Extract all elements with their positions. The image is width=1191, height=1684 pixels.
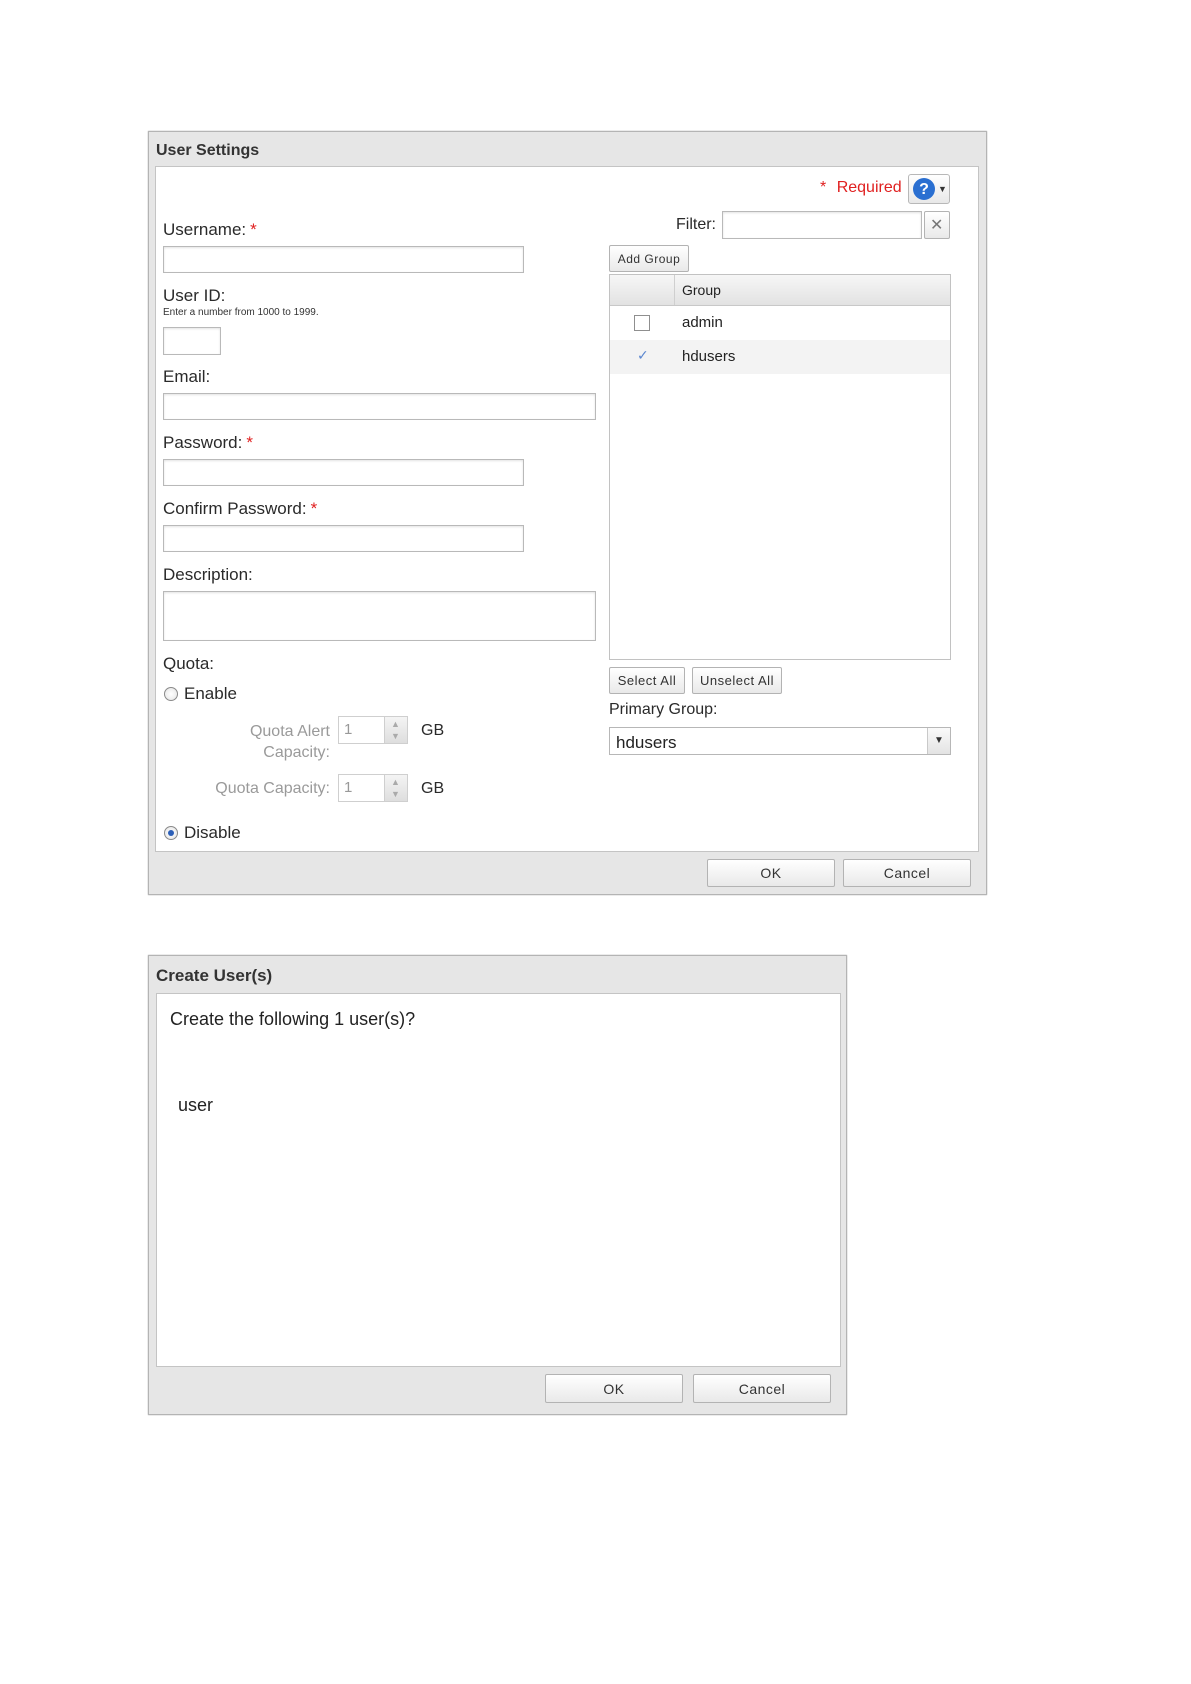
quota-capacity-stepper[interactable] <box>338 774 408 802</box>
create-users-dialog <box>148 955 847 1415</box>
quota-disable-radio[interactable] <box>164 826 178 840</box>
close-icon: ✕ <box>930 217 944 234</box>
description-label: Description: <box>163 565 253 584</box>
chevron-down-icon: ▼ <box>934 735 944 746</box>
ok-button[interactable]: OK <box>707 859 835 887</box>
group-table <box>609 274 951 660</box>
primary-group-value: hdusers <box>616 733 677 752</box>
chevron-up-icon: ▲ <box>391 719 400 729</box>
required-legend <box>820 179 902 197</box>
cancel-button[interactable]: Cancel <box>843 859 971 887</box>
select-all-button[interactable]: Select All <box>609 667 685 694</box>
quota-alert-label <box>230 721 330 763</box>
quota-alert-stepper-arrows[interactable] <box>384 717 407 743</box>
primary-group-label: Primary Group: <box>609 701 718 718</box>
userid-input[interactable] <box>163 327 221 355</box>
description-textarea[interactable] <box>163 591 596 641</box>
svg-text:?: ? <box>919 181 929 198</box>
group-column-header[interactable]: Group <box>682 282 721 298</box>
confirm-password-input[interactable] <box>163 525 524 552</box>
user-list-item: user <box>178 1095 214 1115</box>
user-settings-dialog <box>148 131 987 895</box>
filter-label: Filter: <box>676 216 716 233</box>
quota-capacity-unit: GB <box>421 780 445 797</box>
chevron-up-icon: ▲ <box>391 777 400 787</box>
unselect-all-button[interactable]: Unselect All <box>692 667 782 694</box>
userid-label: User ID: <box>163 286 226 305</box>
quota-alert-label-line2: Capacity: <box>263 744 330 761</box>
ok-button[interactable]: OK <box>545 1374 683 1403</box>
confirm-password-label <box>163 499 317 519</box>
quota-disable-label: Disable <box>184 823 241 842</box>
username-label <box>163 220 257 240</box>
column-separator <box>674 275 675 305</box>
password-label-text: Password: <box>163 433 243 452</box>
email-label: Email: <box>163 367 211 386</box>
table-row[interactable] <box>610 340 950 374</box>
quota-alert-label-line1: Quota Alert <box>249 723 330 740</box>
username-input[interactable] <box>163 246 524 273</box>
password-input[interactable] <box>163 459 524 486</box>
checkmark-icon[interactable]: ✓ <box>637 347 649 363</box>
group-name: hdusers <box>682 348 736 365</box>
cancel-button[interactable]: Cancel <box>693 1374 831 1403</box>
dialog-body <box>155 166 979 852</box>
quota-alert-unit: GB <box>421 722 445 739</box>
quota-enable-label: Enable <box>184 684 237 703</box>
username-label-text: Username: <box>163 220 247 239</box>
primary-group-select[interactable] <box>609 727 951 755</box>
primary-group-dropdown-button[interactable] <box>927 728 950 754</box>
password-label <box>163 433 253 453</box>
quota-label: Quota: <box>163 654 215 673</box>
group-name: admin <box>682 314 723 331</box>
required-asterisk: * <box>820 179 827 196</box>
filter-input[interactable] <box>722 211 922 239</box>
username-required-asterisk: * <box>250 220 257 239</box>
quota-capacity-value: 1 <box>344 779 353 796</box>
confirm-password-label-text: Confirm Password: <box>163 499 307 518</box>
group-checkbox-admin[interactable] <box>634 315 650 331</box>
table-row[interactable] <box>610 306 950 340</box>
quota-capacity-label: Quota Capacity: <box>215 780 330 797</box>
group-table-header <box>610 275 950 306</box>
email-input[interactable] <box>163 393 596 420</box>
help-icon <box>912 177 936 201</box>
password-required-asterisk: * <box>246 433 253 452</box>
required-text: Required <box>836 179 902 196</box>
help-button[interactable] <box>908 174 950 204</box>
chevron-down-icon: ▼ <box>938 184 947 194</box>
confirm-password-required-asterisk: * <box>310 499 318 518</box>
confirmation-message: Create the following 1 user(s)? <box>170 1009 416 1029</box>
dialog-body <box>156 993 841 1367</box>
quota-capacity-stepper-arrows[interactable] <box>384 775 407 801</box>
quota-alert-value: 1 <box>344 721 353 738</box>
add-group-button[interactable]: Add Group <box>609 245 689 272</box>
dialog-title: Create User(s) <box>156 966 273 985</box>
chevron-down-icon: ▼ <box>391 731 400 741</box>
dialog-title: User Settings <box>156 142 260 159</box>
filter-clear-button[interactable] <box>924 211 950 239</box>
quota-alert-stepper[interactable] <box>338 716 408 744</box>
chevron-down-icon: ▼ <box>391 789 400 799</box>
quota-enable-radio[interactable] <box>164 687 178 701</box>
userid-hint: Enter a number from 1000 to 1999. <box>163 307 319 318</box>
